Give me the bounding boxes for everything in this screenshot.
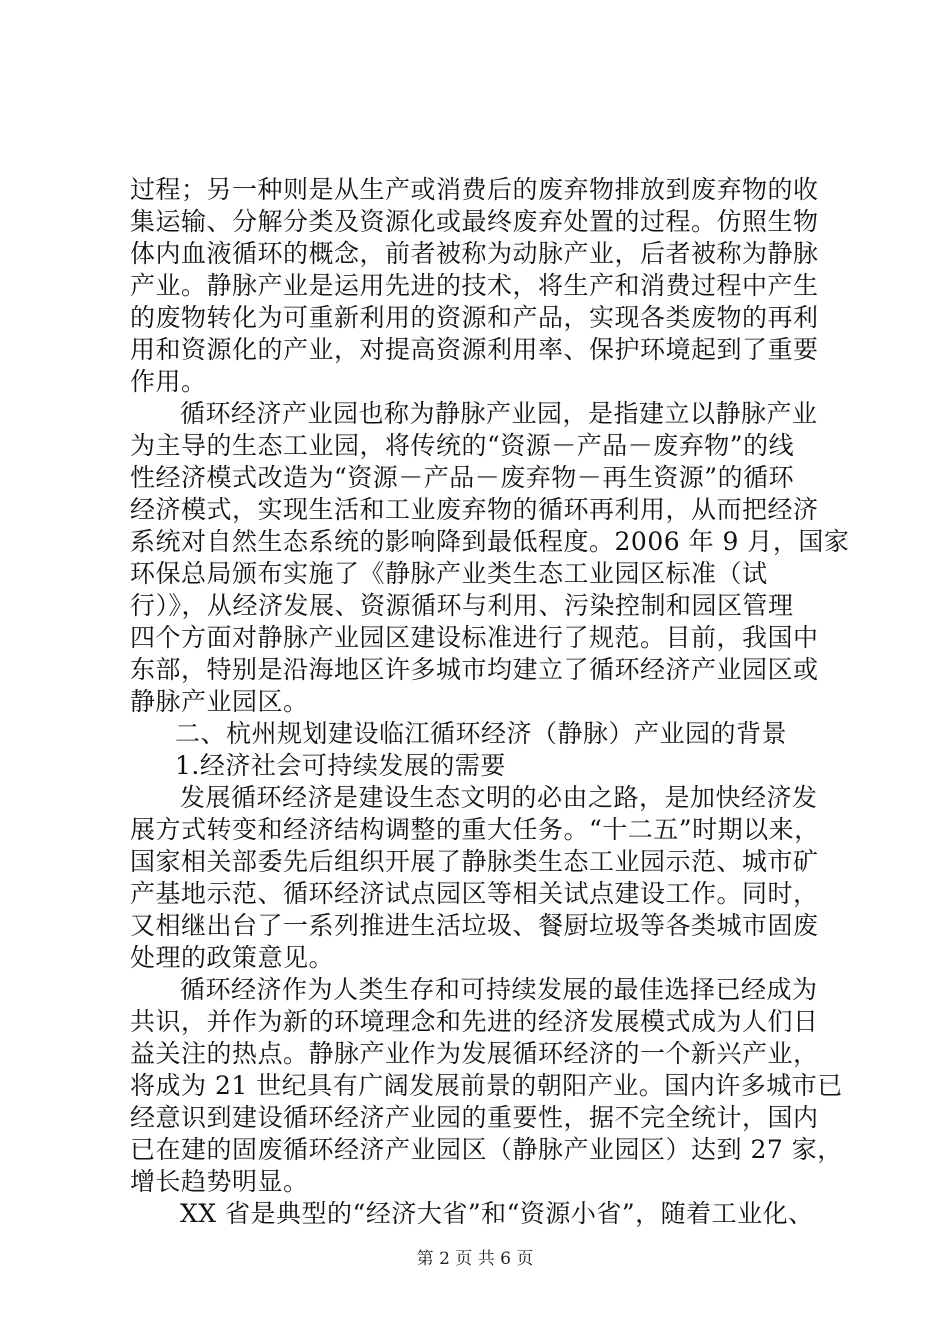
body-text-line: 系统对自然生态系统的影响降到最低程度。2006 年 9 月，国家 xyxy=(130,527,850,556)
body-text-line: 经济模式，实现生活和工业废弃物的循环再利用，从而把经济 xyxy=(130,495,819,524)
body-text-line: 国家相关部委先后组织开展了静脉类生态工业园示范、城市矿 xyxy=(130,847,819,876)
body-text-line: 东部，特别是沿海地区许多城市均建立了循环经济产业园区或 xyxy=(130,655,819,684)
body-text-line: 产业。静脉产业是运用先进的技术，将生产和消费过程中产生 xyxy=(130,271,819,300)
section-heading: 二、杭州规划建设临江循环经济（静脉）产业园的背景 xyxy=(175,719,788,748)
body-text-line: 集运输、分解分类及资源化或最终废弃处置的过程。仿照生物 xyxy=(130,207,819,236)
page-number-footer: 第 2 页 共 6 页 xyxy=(416,1249,534,1269)
paragraph-start-line: 循环经济产业园也称为静脉产业园，是指建立以静脉产业 xyxy=(180,399,818,428)
body-text-line: 作用。 xyxy=(130,367,207,396)
body-text-line: 行）》，从经济发展、资源循环与利用、污染控制和园区管理 xyxy=(130,591,794,620)
body-text-line: 环保总局颁布实施了《静脉产业类生态工业园区标准（试 xyxy=(130,559,768,588)
body-text-line: 体内血液循环的概念，前者被称为动脉产业，后者被称为静脉 xyxy=(130,239,819,268)
paragraph-start-line: 发展循环经济是建设生态文明的必由之路，是加快经济发 xyxy=(180,783,818,812)
body-text-line: 展方式转变和经济结构调整的重大任务。“十二五”时期以来， xyxy=(130,815,820,844)
body-text-line: 四个方面对静脉产业园区建设标准进行了规范。目前，我国中 xyxy=(130,623,819,652)
body-text-line: 已在建的固废循环经济产业园区（静脉产业园区）达到 27 家， xyxy=(130,1135,843,1164)
body-text-line: 过程；另一种则是从生产或消费后的废弃物排放到废弃物的收 xyxy=(130,175,819,204)
body-text-line: 增长趋势明显。 xyxy=(130,1167,309,1196)
body-text-line: 产基地示范、循环经济试点园区等相关试点建设工作。同时， xyxy=(130,879,819,908)
paragraph-start-line: 循环经济作为人类生存和可持续发展的最佳选择已经成为 xyxy=(180,975,818,1004)
body-text-line: 静脉产业园区。 xyxy=(130,687,309,716)
body-text-line: 用和资源化的产业，对提高资源利用率、保护环境起到了重要 xyxy=(130,335,819,364)
body-text-line: 性经济模式改造为“资源－产品－废弃物－再生资源”的循环 xyxy=(130,463,795,492)
paragraph-start-line: XX 省是典型的“经济大省”和“资源小省”，随着工业化、 xyxy=(180,1199,814,1228)
body-text-line: 又相继出台了一系列推进生活垃圾、餐厨垃圾等各类城市固废 xyxy=(130,911,819,940)
body-text-line: 的废物转化为可重新利用的资源和产品，实现各类废物的再利 xyxy=(130,303,819,332)
subsection-heading: 1.经济社会可持续发展的需要 xyxy=(175,751,506,780)
body-text-line: 益关注的热点。静脉产业作为发展循环经济的一个新兴产业， xyxy=(130,1039,819,1068)
body-text-line: 经意识到建设循环经济产业园的重要性，据不完全统计，国内 xyxy=(130,1103,819,1132)
body-text-line: 共识，并作为新的环境理念和先进的经济发展模式成为人们日 xyxy=(130,1007,819,1036)
body-text-line: 将成为 21 世纪具有广阔发展前景的朝阳产业。国内许多城市已 xyxy=(130,1071,843,1100)
body-text-line: 处理的政策意见。 xyxy=(130,943,335,972)
body-text-line: 为主导的生态工业园，将传统的“资源－产品－废弃物”的线 xyxy=(130,431,795,460)
